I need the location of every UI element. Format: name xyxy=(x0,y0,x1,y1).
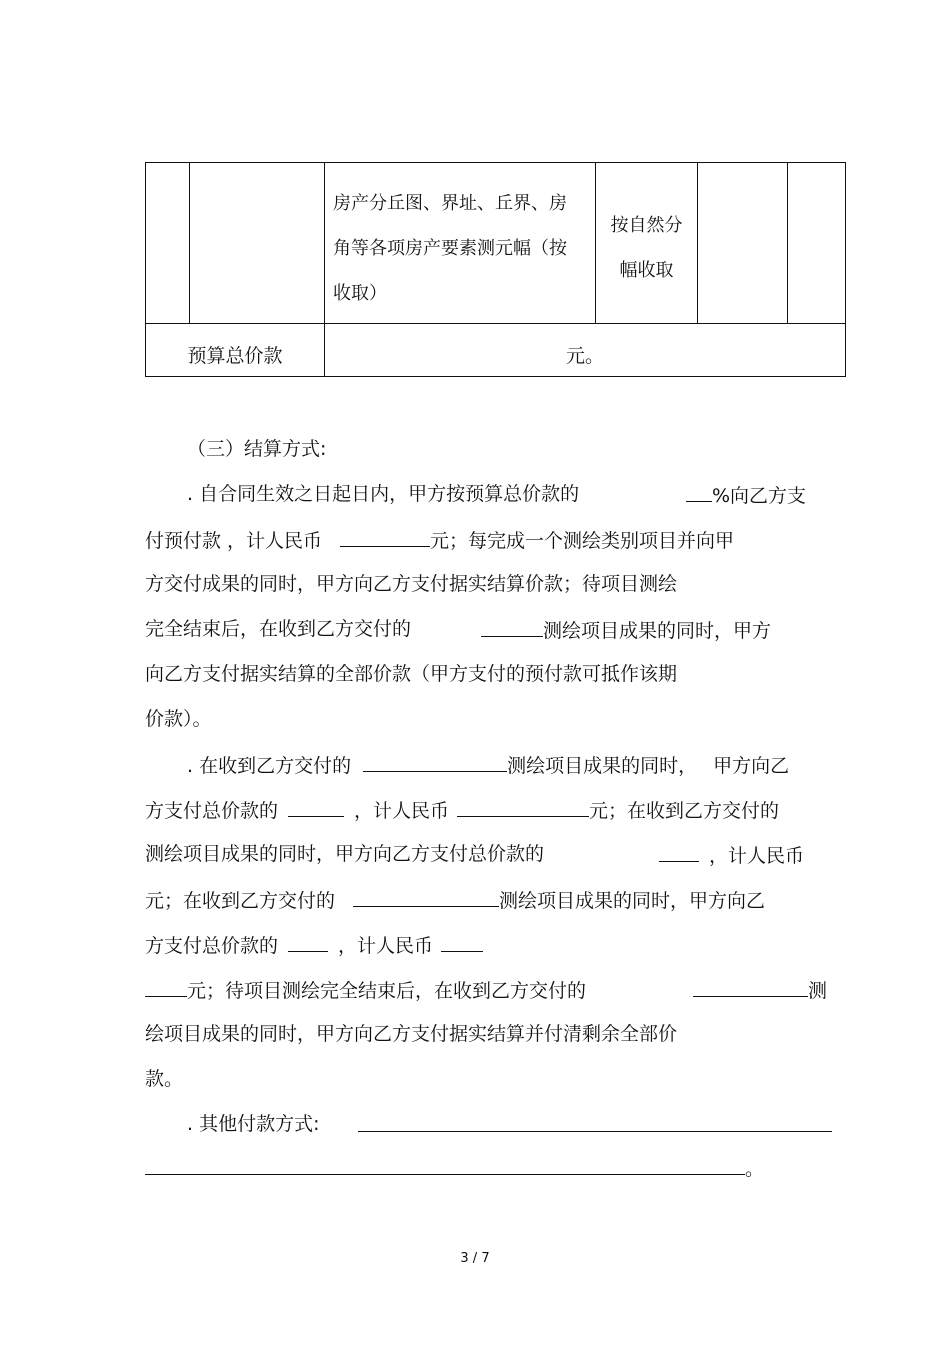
percent-blank[interactable] xyxy=(288,796,344,817)
section-heading: （三）结算方式: xyxy=(187,438,327,460)
p1-line-4-tail xyxy=(481,616,771,644)
cell-method-line: 幅收取 xyxy=(619,260,674,281)
survey-item-blank[interactable] xyxy=(363,751,507,772)
p1-text: 测绘项目成果的同时，甲方 xyxy=(543,620,772,642)
survey-item-blank[interactable] xyxy=(353,886,499,907)
total-value: 元。 xyxy=(565,345,604,367)
table-border-bottom xyxy=(145,376,846,377)
p2-text: . 在收到乙方交付的 xyxy=(187,755,352,777)
table-col-divider xyxy=(189,162,190,324)
p1-text: . 自合同生效之日起日内，甲方按预算总价款的 xyxy=(187,483,580,505)
p2-text: 方支付总价款的 xyxy=(145,935,279,957)
percent-blank[interactable] xyxy=(288,931,328,952)
table-cell-item xyxy=(333,181,567,316)
p2-text: ，计人民币 xyxy=(709,845,805,867)
p2-line-1 xyxy=(187,751,789,779)
p1-line-2 xyxy=(145,526,734,554)
p2-text: 元；在收到乙方交付的 xyxy=(589,800,780,822)
table-row-divider xyxy=(145,323,846,324)
cell-item-line: 房产分丘图、界址、丘界、房 xyxy=(333,193,567,214)
p2-text: 元；在收到乙方交付的 xyxy=(145,890,336,912)
p2-text: 测绘项目成果的同时，甲方向乙方支付总价款的 xyxy=(145,843,545,865)
table-cell-method xyxy=(596,203,697,293)
p2-text: ，计人民币 xyxy=(354,800,450,822)
p2-line-2 xyxy=(145,796,779,824)
table-col-divider xyxy=(787,162,788,324)
table-col-divider xyxy=(697,162,698,324)
p1-text: 元；每完成一个测绘类别项目并向甲 xyxy=(430,530,735,552)
other-payment-blank-1[interactable] xyxy=(358,1131,832,1132)
percent-blank[interactable] xyxy=(686,481,712,502)
p2-text: ，计人民币 xyxy=(338,935,434,957)
p1-line-1 xyxy=(187,481,579,507)
p2-text: 测 xyxy=(808,980,828,1002)
p2-text: 元；待项目测绘完全结束后，在收到乙方交付的 xyxy=(187,980,587,1002)
p3-line-1 xyxy=(187,1111,319,1137)
amount-blank-cont[interactable] xyxy=(145,976,187,997)
p1-line-4 xyxy=(145,616,411,642)
p1-line-3: 方交付成果的同时，甲方向乙方支付据实结算价款；待项目测绘 xyxy=(145,573,678,595)
p2-line-4 xyxy=(145,886,765,914)
p2-line-5 xyxy=(145,931,483,959)
percent-blank[interactable] xyxy=(659,841,699,862)
other-payment-blank-2[interactable] xyxy=(145,1174,745,1175)
table-border-right xyxy=(845,162,846,377)
amount-blank[interactable] xyxy=(441,931,483,952)
cell-item-line: 收取） xyxy=(333,283,387,304)
p3-end-mark: 。 xyxy=(745,1158,765,1180)
p2-text: 甲方向乙 xyxy=(713,755,790,777)
cell-item-line: 角等各项房产要素测元幅（按 xyxy=(333,238,567,259)
p2-line-7: 绘项目成果的同时，甲方向乙方支付据实结算并付清剩余全部价 xyxy=(145,1023,678,1045)
p2-text: 方支付总价款的 xyxy=(145,800,279,822)
p2-line-6-tail xyxy=(693,976,827,1004)
other-payment-label: . 其他付款方式: xyxy=(187,1113,320,1135)
p1-text: %向乙方支 xyxy=(712,485,807,507)
amount-blank[interactable] xyxy=(457,796,589,817)
p2-text: 测绘项目成果的同时， xyxy=(507,755,698,777)
p2-line-3-tail xyxy=(659,841,804,869)
page-number: 3 / 7 xyxy=(460,1251,490,1266)
survey-item-blank[interactable] xyxy=(481,616,543,637)
cell-method-line: 按自然分 xyxy=(610,215,683,236)
p2-line-8: 款。 xyxy=(145,1068,184,1090)
total-label: 预算总价款 xyxy=(187,345,283,367)
p1-line-6: 价款）。 xyxy=(145,708,212,730)
p1-text: 付预付款 ，计人民币 xyxy=(145,530,323,552)
survey-item-blank[interactable] xyxy=(693,976,808,997)
p2-line-6 xyxy=(145,976,586,1004)
p1-line-1-tail xyxy=(686,481,806,509)
table-border-top xyxy=(145,162,846,163)
p2-line-3 xyxy=(145,841,544,867)
p1-text: 完全结束后，在收到乙方交付的 xyxy=(145,618,412,640)
p1-line-5: 向乙方支付据实结算的全部价款（甲方支付的预付款可抵作该期 xyxy=(145,663,678,685)
prepay-amount-blank[interactable] xyxy=(340,526,430,547)
p2-text: 测绘项目成果的同时，甲方向乙 xyxy=(499,890,766,912)
